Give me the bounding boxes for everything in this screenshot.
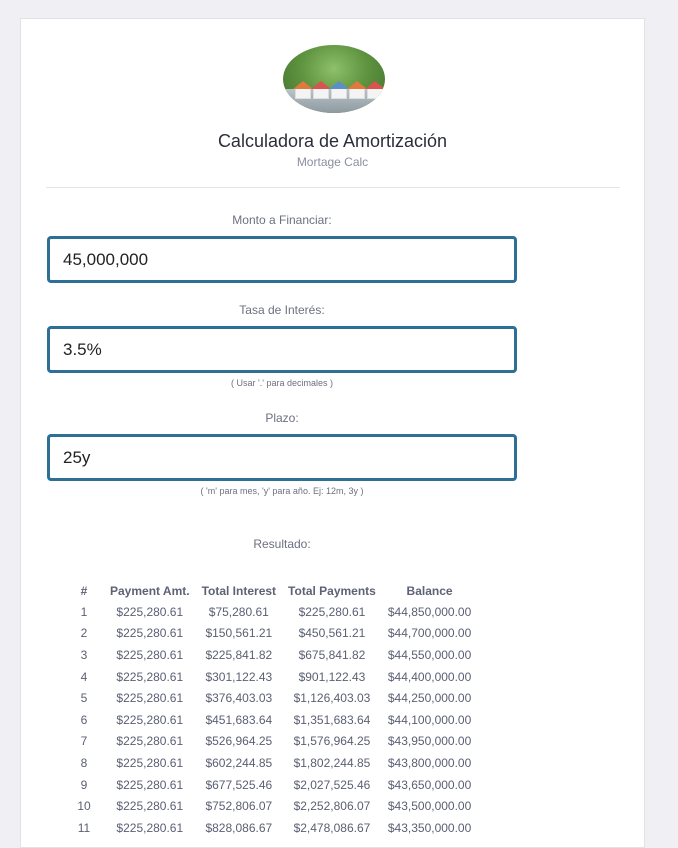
divider — [46, 187, 620, 188]
balance-cell: $44,700,000.00 — [387, 626, 472, 641]
table-row — [64, 601, 477, 623]
column-header-interest: Total Interest — [201, 583, 277, 598]
row-number-cell: 3 — [80, 647, 88, 662]
balance-cell: $43,350,000.00 — [387, 820, 472, 835]
balance-cell: $44,400,000.00 — [387, 669, 472, 684]
balance-cell: $43,650,000.00 — [387, 777, 472, 792]
total-interest-cell: $828,086.67 — [205, 820, 273, 835]
total-interest-cell: $451,683.64 — [205, 712, 273, 727]
row-number-cell: 11 — [77, 820, 91, 835]
amortization-table-body — [64, 601, 477, 839]
total-payments-cell: $1,802,244.85 — [293, 755, 371, 770]
payment-amount-cell: $225,280.61 — [116, 712, 184, 727]
payment-amount-cell: $225,280.61 — [116, 604, 184, 619]
row-number-cell: 2 — [80, 626, 88, 641]
table-row — [64, 795, 477, 817]
column-header-total-payments: Total Payments — [288, 583, 376, 598]
total-interest-cell: $677,525.46 — [205, 777, 273, 792]
payment-amount-cell: $225,280.61 — [116, 734, 184, 749]
payment-amount-cell: $225,280.61 — [116, 799, 184, 814]
column-header-payment: Payment Amt. — [110, 583, 190, 598]
payment-amount-cell: $225,280.61 — [116, 820, 184, 835]
houses-logo-image — [283, 45, 385, 113]
total-payments-cell: $450,561.21 — [298, 626, 366, 641]
total-payments-cell: $225,280.61 — [298, 604, 366, 619]
row-number-cell: 6 — [80, 712, 88, 727]
row-number-cell: 4 — [80, 669, 88, 684]
table-row — [64, 666, 477, 688]
total-interest-cell: $150,561.21 — [205, 626, 273, 641]
column-header-number: # — [80, 583, 88, 598]
total-interest-cell: $301,122.43 — [205, 669, 273, 684]
balance-cell: $43,500,000.00 — [387, 799, 472, 814]
table-row — [64, 687, 477, 709]
balance-cell: $43,800,000.00 — [387, 755, 472, 770]
term-hint: ( 'm' para mes, 'y' para año. Ej: 12m, 3y ) — [200, 486, 364, 496]
total-interest-cell: $225,841.82 — [205, 647, 273, 662]
table-row — [64, 644, 477, 666]
rate-label: Tasa de Interés: — [239, 303, 325, 317]
total-payments-cell: $2,478,086.67 — [293, 820, 371, 835]
column-header-balance: Balance — [406, 583, 453, 598]
payment-amount-cell: $225,280.61 — [116, 647, 184, 662]
payment-amount-cell: $225,280.61 — [116, 755, 184, 770]
total-payments-cell: $2,252,806.07 — [293, 799, 371, 814]
balance-cell: $44,250,000.00 — [387, 691, 472, 706]
balance-cell: $43,950,000.00 — [387, 734, 472, 749]
payment-amount-cell: $225,280.61 — [116, 777, 184, 792]
rate-input[interactable] — [47, 326, 517, 373]
amount-input[interactable] — [47, 236, 517, 283]
page-title: Calculadora de Amortización — [217, 131, 448, 151]
table-row — [64, 709, 477, 731]
total-payments-cell: $1,351,683.64 — [293, 712, 371, 727]
row-number-cell: 9 — [80, 777, 88, 792]
term-label: Plazo: — [265, 411, 299, 425]
total-payments-cell: $675,841.82 — [298, 647, 366, 662]
amortization-table — [64, 580, 477, 839]
row-number-cell: 1 — [80, 604, 88, 619]
table-row — [64, 774, 477, 796]
payment-amount-cell: $225,280.61 — [116, 669, 184, 684]
total-payments-cell: $2,027,525.46 — [293, 777, 371, 792]
balance-cell: $44,550,000.00 — [387, 647, 472, 662]
table-header-row — [64, 580, 477, 601]
total-payments-cell: $901,122.43 — [298, 669, 366, 684]
total-interest-cell: $752,806.07 — [205, 799, 273, 814]
payment-amount-cell: $225,280.61 — [116, 626, 184, 641]
table-row — [64, 731, 477, 753]
rate-hint: ( Usar '.' para decimales ) — [231, 378, 333, 388]
total-interest-cell: $602,244.85 — [205, 755, 273, 770]
page-subtitle: Mortage Calc — [296, 155, 369, 169]
table-row — [64, 817, 477, 839]
table-row — [64, 752, 477, 774]
table-row — [64, 623, 477, 645]
total-payments-cell: $1,576,964.25 — [293, 734, 371, 749]
calculator-card — [20, 18, 645, 848]
payment-amount-cell: $225,280.61 — [116, 691, 184, 706]
row-number-cell: 5 — [80, 691, 88, 706]
row-number-cell: 7 — [80, 734, 88, 749]
total-payments-cell: $1,126,403.03 — [293, 691, 371, 706]
term-input[interactable] — [47, 434, 517, 481]
balance-cell: $44,100,000.00 — [387, 712, 472, 727]
total-interest-cell: $75,280.61 — [208, 604, 269, 619]
balance-cell: $44,850,000.00 — [387, 604, 472, 619]
row-number-cell: 8 — [80, 755, 88, 770]
amount-label: Monto a Financiar: — [232, 213, 332, 227]
results-label: Resultado: — [253, 537, 311, 551]
total-interest-cell: $376,403.03 — [205, 691, 273, 706]
row-number-cell: 10 — [77, 799, 91, 814]
total-interest-cell: $526,964.25 — [205, 734, 273, 749]
